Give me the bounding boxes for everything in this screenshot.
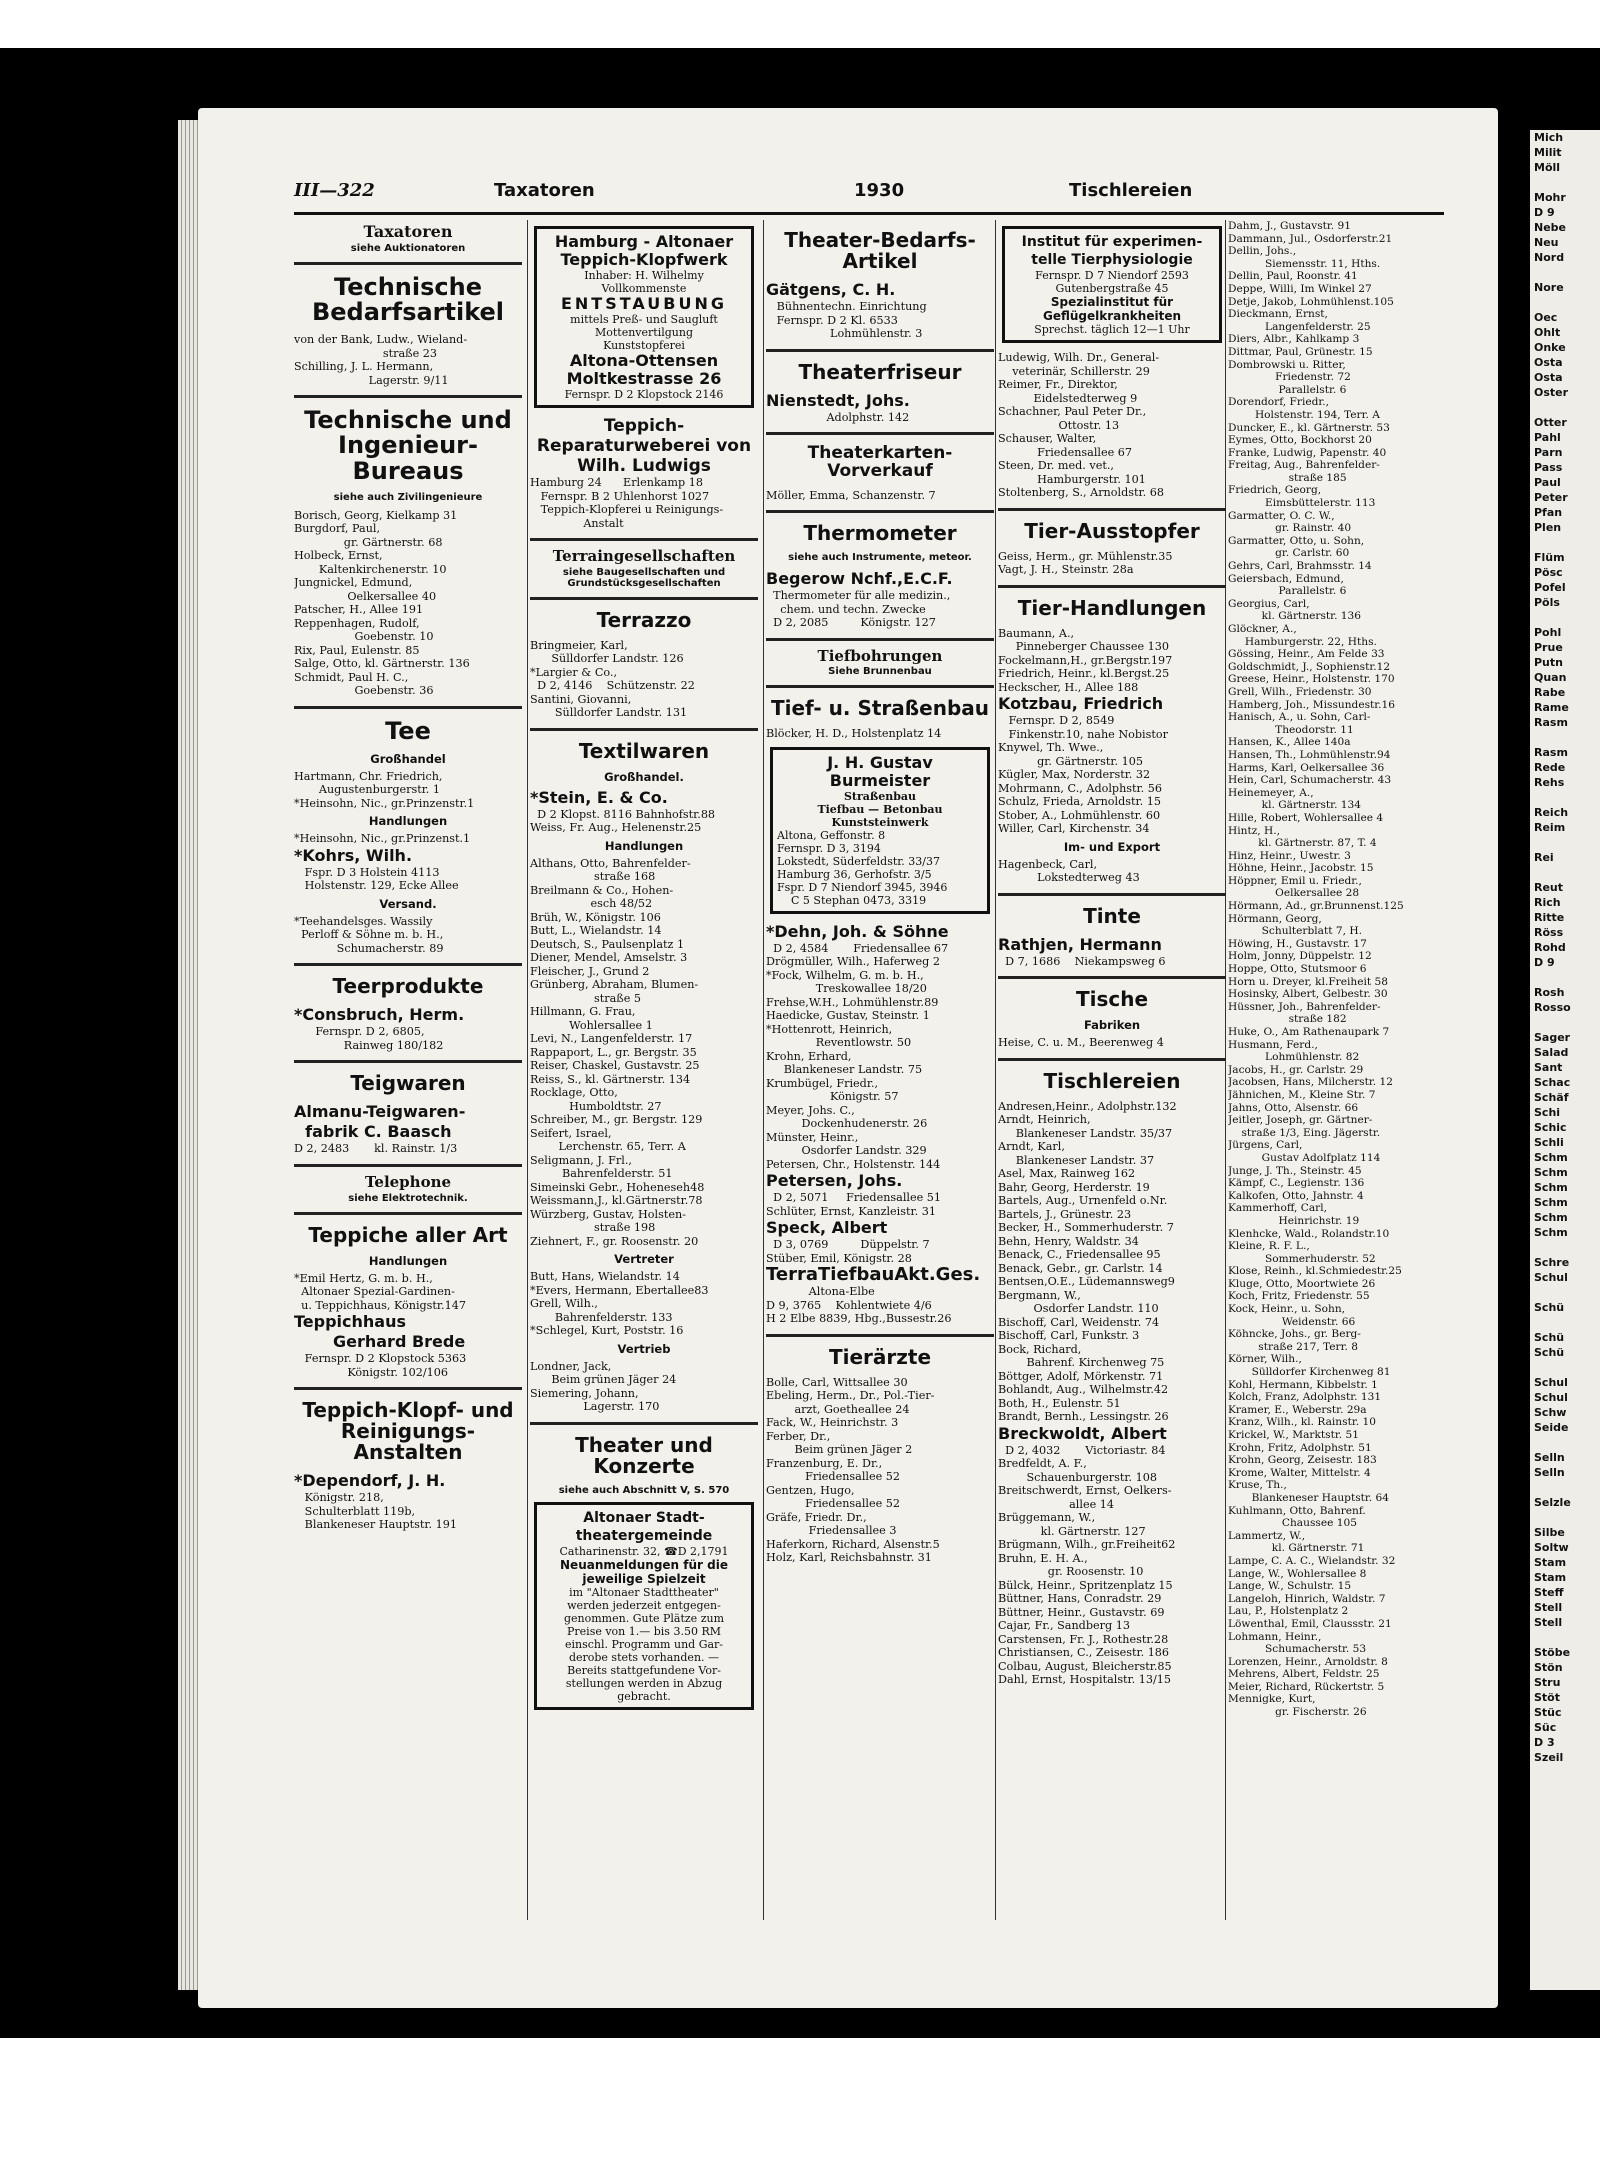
facing-page-line: Soltw	[1534, 1541, 1569, 1554]
facing-page-line	[1530, 1285, 1600, 1300]
ad-title: Neuanmeldungen für die jeweilige Spielzeit	[560, 1557, 728, 1586]
entry-list: D 2, 4584 Friedensallee 67 Drögmüller, Wilh., Haferweg 2 *Fock, Wilhelm, G. m. b. H., Treskowallee 18/20 Frehse,W.H., Lohmühlenstr.89 Haedicke, Gustav, Steinstr. 1 *Hottenrott, Heinrich, Reventlowstr. 50 Krohn, Erhard, Blankeneser Landstr. 75 Krumbügel, Friedr., Königstr. 57 Meyer, Johs. C., Dockenhudenerstr. 26 Münster, Heinr., Osdorfer Landstr. 329 Petersen, Chr., Holstenstr. 144	[766, 941, 949, 1171]
entry-list: D 2 Klopst. 8116 Bahnhofstr.88 Weiss, Fr. Aug., Helenenstr.25	[530, 807, 716, 835]
facing-page-line	[1530, 400, 1600, 415]
facing-page-line: Selln	[1534, 1451, 1565, 1464]
ad-title: ENTSTAUBUNG	[560, 294, 728, 313]
facing-page-line: Schul	[1534, 1376, 1568, 1389]
entry-list: Bringmeier, Karl, Sülldorfer Landstr. 126 *Largier & Co., D 2, 4146 Schützenstr. 22 Santini, Giovanni, Sülldorfer Landstr. 131	[530, 638, 695, 720]
column-divider	[763, 220, 764, 1920]
section-heading: Tief- u. Straßenbau	[770, 696, 990, 721]
section-heading: Tee	[385, 716, 431, 745]
facing-page-line	[1530, 610, 1600, 625]
facing-page-line	[1530, 1510, 1600, 1525]
subheading: Großhandel	[370, 751, 446, 766]
column-divider	[527, 220, 528, 1920]
featured-entry: Speck, Albert	[766, 1218, 888, 1238]
section-heading: Theaterfriseur	[798, 359, 962, 384]
facing-page-line	[1530, 1315, 1600, 1330]
advertisement-box	[770, 747, 990, 914]
cross-reference: siehe Baugesellschaften und Grundstücksgesellschaften	[562, 566, 726, 589]
featured-entry: *Dehn, Joh. & Söhne	[766, 921, 949, 941]
subheading: Fabriken	[1083, 1018, 1141, 1032]
facing-page-line: Rame	[1534, 701, 1569, 714]
entry-list: D 2, 4032 Victoriastr. 84 Bredfeldt, A. F., Schauenburgerstr. 108 Breitschwerdt, Ernst, Oelkers- allee 14 Brüggemann, W., kl. Gärtnerstr. 127 Brügmann, Wilh., gr.Freiheit62 Bruhn, E. H. A., gr. Roosenstr. 10 Bülck, Heinr., Spritzenplatz 15 Büttner, Hans, Conradstr. 29 Büttner, Heinr., Gustavstr. 69 Cajar, Fr., Sandberg 13 Carstensen, Fr. J., Rothestr.28 Christiansen, C., Zeisestr. 186 Colbau, August, Bleicherstr.85 Dahl, Ernst, Hospitalstr. 13/15	[998, 1443, 1176, 1686]
left-running-title: Taxatoren	[494, 180, 595, 201]
facing-page-line	[1530, 835, 1600, 850]
right-running-title: Tischlereien	[1069, 180, 1193, 201]
facing-page-line: Schü	[1534, 1301, 1565, 1314]
featured-entry: Breckwoldt, Albert	[998, 1423, 1167, 1443]
facing-page-line: Nebe	[1534, 221, 1567, 234]
cross-reference: Siehe Brunnenbau	[828, 666, 932, 678]
facing-page-line: Schli	[1534, 1136, 1564, 1149]
facing-page-line: Schm	[1534, 1181, 1568, 1194]
section-heading: Textilwaren	[578, 738, 710, 763]
facing-page-line	[1530, 970, 1600, 985]
entry-list: Heise, C. u. M., Beerenweg 4	[998, 1036, 1164, 1049]
ad-title: Institut für experimen- telle Tierphysiologie	[1021, 234, 1203, 268]
facing-page-line: Schm	[1534, 1196, 1568, 1209]
facing-page-fragment	[1530, 130, 1600, 1990]
subheading: Handlungen	[368, 814, 448, 829]
facing-page-line: Pösc	[1534, 566, 1563, 579]
facing-page-line: Reut	[1534, 881, 1564, 894]
facing-page-line: Nore	[1534, 281, 1564, 294]
entry-list: Hagenbeck, Carl, Lokstedterweg 43	[998, 857, 1140, 884]
featured-entry: Teppichhaus Gerhard Brede	[294, 1312, 466, 1352]
facing-page-line: Stru	[1534, 1676, 1561, 1689]
ad-title: Spezialinstitut für Geflügelkrankheiten	[1043, 295, 1181, 323]
entry-list: Baumann, A., Pinneberger Chaussee 130 Fockelmann,H., gr.Bergstr.197 Friedrich, Heinr., kl.Bergst.25 Heckscher, H., Allee 188	[998, 626, 1173, 694]
featured-entry: TerraTiefbauAkt.Ges.	[766, 1264, 981, 1286]
facing-page-line: Selln	[1534, 1466, 1565, 1479]
entry-list: Königstr. 218, Schulterblatt 119b, Blankeneser Hauptstr. 191	[304, 1491, 457, 1532]
ad-text: Straßenbau Tiefbau — Betonbau Kunststeinwerk	[817, 789, 943, 829]
facing-page-line: Nord	[1534, 251, 1565, 264]
section-heading: Theaterkarten- Vorverkauf	[807, 443, 953, 481]
facing-page-line: Mohr	[1534, 191, 1566, 204]
section-heading: Tiefbohrungen	[817, 646, 943, 665]
facing-page-line	[1530, 175, 1600, 190]
section-rule	[294, 1164, 522, 1167]
section-heading: Teigwaren	[350, 1071, 466, 1096]
cross-reference: siehe Elektrotechnik.	[348, 1192, 468, 1204]
entry-list: Ludewig, Wilh. Dr., General- veterinär, Schillerstr. 29 Reimer, Fr., Direktor, Eidelstedterweg 9 Schachner, Paul Peter Dr., Ottostr. 13 Schauser, Walter, Friedensallee 67 Steen, Dr. med. vet., Hamburgerstr. 101 Stoltenberg, S., Arnoldstr. 68	[998, 351, 1164, 499]
ad-title: Hamburg - Altonaer Teppich-Klopfwerk	[554, 232, 734, 269]
entry-list: D 2, 2483 kl. Rainstr. 1/3	[294, 1142, 458, 1156]
facing-page-line	[1530, 730, 1600, 745]
facing-page-line: Sager	[1534, 1031, 1571, 1044]
facing-page-line	[1530, 790, 1600, 805]
entry-list: Bolle, Carl, Wittsallee 30 Ebeling, Herm., Dr., Pol.-Tier- arzt, Goetheallee 24 Fack, W., Heinrichstr. 3 Ferber, Dr., Beim grünen Jäger 2 Franzenburg, E. Dr., Friedensallee 52 Gentzen, Hugo, Friedensallee 52 Gräfe, Friedr. Dr., Friedensallee 3 Haferkorn, Richard, Alsenstr.5 Holz, Karl, Reichsbahnstr. 31	[766, 1375, 940, 1565]
facing-page-line: Rede	[1534, 761, 1566, 774]
facing-page-line: Schul	[1534, 1271, 1568, 1284]
facing-page-line: Rosso	[1534, 1001, 1571, 1014]
entry-list: Möller, Emma, Schanzenstr. 7	[766, 488, 936, 502]
entry-list: *Teehandelsges. Wassily Perloff & Söhne m. b. H., Schumacherstr. 89	[294, 914, 444, 955]
facing-page-line: Rei	[1534, 851, 1554, 864]
entry-list: Altona-Elbe D 9, 3765 Kohlentwiete 4/6 H 2 Elbe 8839, Hbg.,Bussestr.26	[766, 1285, 952, 1326]
entry-list: Andresen,Heinr., Adolphstr.132 Arndt, Heinrich, Blankeneser Landstr. 35/37 Arndt, Karl, Blankeneser Landstr. 37 Asel, Max, Rainweg 162 Bahr, Georg, Herderstr. 19 Bartels, Aug., Urnenfeld o.Nr. Bartels, J., Grünestr. 23 Becker, H., Sommerhuderstr. 7 Behn, Henry, Waldstr. 34 Benack, C., Friedensallee 95 Benack, Gebr., gr. Carlstr. 14 Bentsen,O.E., Lüdemannsweg9 Bergmann, W., Osdorfer Landstr. 110 Bischoff, Carl, Weidenstr. 74 Bischoff, Carl, Funkstr. 3 Bock, Richard, Bahrenf. Kirchenweg 75 Böttger, Adolf, Mörkenstr. 71 Bohlandt, Aug., Wilhelmstr.42 Both, H., Eulenstr. 51 Brandt, Bernh., Lessingstr. 26	[998, 1099, 1177, 1423]
section-rule	[998, 893, 1226, 896]
subheading: Handlungen	[604, 838, 684, 853]
featured-entry: *Dependorf, J. H.	[294, 1471, 446, 1491]
entry-list: Geiss, Herm., gr. Mühlenstr.35 Vagt, J. H., Steinstr. 28a	[998, 549, 1173, 576]
section-rule	[766, 510, 994, 513]
facing-page-line: Stell	[1534, 1601, 1563, 1614]
column-4	[998, 220, 1226, 1920]
section-rule	[998, 976, 1226, 979]
column-5	[1228, 220, 1444, 1920]
entry-list: D 3, 0769 Düppelstr. 7 Stüber, Emil, Königstr. 28	[766, 1238, 930, 1265]
page-number: III—322	[294, 180, 375, 201]
facing-page-line	[1530, 1240, 1600, 1255]
facing-page-line	[1530, 295, 1600, 310]
section-heading: Teerprodukte	[332, 974, 484, 999]
ad-title: J. H. Gustav Burmeister	[827, 752, 933, 790]
facing-page-line: D 9	[1534, 956, 1555, 969]
facing-page-line: Reim	[1534, 821, 1566, 834]
cross-reference: siehe Auktionatoren	[350, 242, 466, 254]
facing-page-line: Schm	[1534, 1226, 1568, 1239]
entry-list: *Heinsohn, Nic., gr.Prinzenst.1	[294, 832, 471, 846]
facing-page-line	[1530, 1360, 1600, 1375]
facing-page-line: Schi	[1534, 1106, 1561, 1119]
section-rule	[294, 963, 522, 966]
section-rule	[294, 395, 522, 398]
section-heading: Telephone	[364, 1172, 452, 1191]
entry-list: Fernspr. D 2 Klopstock 5363 Königstr. 102/106	[304, 1352, 467, 1379]
ad-text: im "Altonaer Stadttheater" werden jederzeit entgegen- genommen. Gute Plätze zum Preise von 1.— bis 3.50 RM einschl. Programm und Gar- derobe stets vorhanden. — Bereits stattgefundene Vor- stellungen werden in Abzug gebracht.	[563, 1585, 724, 1703]
facing-page-line: Osta	[1534, 371, 1563, 384]
ad-text: Fernspr. D 7 Niendorf 2593 Gutenbergstraße 45	[1035, 269, 1189, 295]
facing-page-line	[1530, 865, 1600, 880]
ad-text: Sprechst. täglich 12—1 Uhr	[1034, 323, 1190, 336]
ad-text: Inhaber: H. Wilhelmy Vollkommenste	[584, 269, 704, 295]
section-rule	[998, 508, 1226, 511]
facing-page-line: Putn	[1534, 656, 1563, 669]
facing-page-line: Otter	[1534, 416, 1567, 429]
facing-page-line: Stöbe	[1534, 1646, 1571, 1659]
entry-list: Hartmann, Chr. Friedrich, Augustenburgerstr. 1 *Heinsohn, Nic., gr.Prinzenstr.1	[294, 769, 475, 810]
section-heading: Technische und Ingenieur-Bureaus	[304, 406, 512, 485]
subheading: Handlungen	[368, 1253, 448, 1268]
facing-page-line: Parn	[1534, 446, 1563, 459]
facing-page-line: Osta	[1534, 356, 1563, 369]
facing-page-line	[1530, 1015, 1600, 1030]
facing-page-line: Pass	[1534, 461, 1563, 474]
facing-page-line: Plen	[1534, 521, 1562, 534]
section-heading: Tierärzte	[828, 1344, 932, 1369]
facing-page-line: Schäf	[1534, 1091, 1569, 1104]
section-heading: Tischlereien	[1043, 1068, 1181, 1093]
facing-page-line: Schü	[1534, 1331, 1565, 1344]
ad-title: Altona-Ottensen Moltkestrasse 26	[566, 351, 722, 388]
facing-page-line: Steff	[1534, 1586, 1564, 1599]
ad-text: Altona, Geffonstr. 8 Fernspr. D 3, 3194 Lokstedt, Süderfeldstr. 33/37 Hamburg 36, Gerhofstr. 3/5 Fspr. D 7 Niendorf 3945, 3946 C 5 Stephan 0473, 3319	[777, 828, 948, 907]
page-edge	[178, 120, 200, 1990]
section-heading: Theater-Bedarfs- Artikel	[784, 228, 976, 273]
facing-page-line: Paul	[1534, 476, 1561, 489]
featured-entry: Almanu-Teigwaren- fabrik C. Baasch	[294, 1102, 466, 1142]
bleed-through-label: Bleed Through	[78, 800, 138, 1180]
entry-list: Thermometer für alle medizin., chem. und techn. Zwecke D 2, 2085 Königstr. 127	[773, 589, 951, 630]
year: 1930	[854, 180, 905, 201]
facing-page-line: Mich	[1534, 131, 1564, 144]
facing-page-line: Schm	[1534, 1166, 1568, 1179]
facing-page-line: Schm	[1534, 1211, 1568, 1224]
facing-page-line: Rasm	[1534, 746, 1568, 759]
section-heading: Terrazzo	[596, 607, 692, 632]
section-rule	[294, 706, 522, 709]
entry-list: Borisch, Georg, Kielkamp 31 Burgdorf, Paul, gr. Gärtnerstr. 68 Holbeck, Ernst, Kaltenkirchenerstr. 10 Jungnickel, Edmund, Oelkersallee 40 Patscher, H., Allee 191 Reppenhagen, Rudolf, Goebenstr. 10 Rix, Paul, Eulenstr. 85 Salge, Otto, kl. Gärtnerstr. 136 Schmidt, Paul H. C., Goebenstr. 36	[294, 508, 470, 698]
facing-page-line: Rabe	[1534, 686, 1566, 699]
section-heading: Taxatoren	[363, 222, 453, 241]
subheading: Großhandel.	[604, 769, 684, 784]
entry-list: D 2, 5071 Friedensallee 51 Schlüter, Ernst, Kanzleistr. 31	[766, 1191, 942, 1218]
facing-page-line: Rasm	[1534, 716, 1568, 729]
entry-list: Londner, Jack, Beim grünen Jäger 24 Siemering, Johann, Lagerstr. 170	[530, 1359, 677, 1414]
facing-page-line: Schü	[1534, 1346, 1565, 1359]
section-rule	[530, 538, 758, 541]
section-heading: Tinte	[1083, 903, 1141, 928]
entry-list: Fspr. D 3 Holstein 4113 Holstenstr. 129, Ecke Allee	[304, 865, 459, 893]
page-header	[294, 180, 1444, 210]
section-rule	[766, 638, 994, 641]
featured-entry: Nienstedt, Johs.	[766, 390, 910, 410]
facing-page-line	[1530, 1480, 1600, 1495]
facing-page-line: Pohl	[1534, 626, 1562, 639]
facing-page-line: Peter	[1534, 491, 1568, 504]
facing-page-line: Stam	[1534, 1556, 1567, 1569]
facing-page-line: Sant	[1534, 1061, 1563, 1074]
section-rule	[766, 685, 994, 688]
featured-entry: *Stein, E. & Co.	[530, 787, 668, 807]
facing-page-line: Flüm	[1534, 551, 1565, 564]
facing-page-line: Schul	[1534, 1391, 1568, 1404]
facing-page-line: Stöt	[1534, 1691, 1560, 1704]
section-rule	[766, 349, 994, 352]
facing-page-line: Möll	[1534, 161, 1561, 174]
featured-entry: Petersen, Johs.	[766, 1171, 903, 1191]
featured-entry: Gätgens, C. H.	[766, 280, 896, 299]
section-rule	[294, 262, 522, 265]
cross-reference: siehe auch Instrumente, meteor.	[788, 552, 972, 564]
facing-page-line: Prue	[1534, 641, 1563, 654]
featured-entry: Kotzbau, Friedrich	[998, 694, 1164, 713]
featured-entry: Rathjen, Hermann	[998, 934, 1162, 954]
section-rule	[998, 1058, 1226, 1061]
section-rule	[766, 432, 994, 435]
entry-list: Bühnentechn. Einrichtung Fernspr. D 2 Kl. 6533 Lohmühlenstr. 3	[776, 300, 927, 340]
facing-page-line: Selzle	[1534, 1496, 1571, 1509]
section-rule	[294, 1387, 522, 1390]
facing-page-line: Pahl	[1534, 431, 1561, 444]
subheading: Vertreter	[614, 1252, 674, 1267]
facing-page-line: Oster	[1534, 386, 1569, 399]
section-rule	[530, 1422, 758, 1425]
section-rule	[530, 597, 758, 600]
facing-page-line: Milit	[1534, 146, 1562, 159]
section-heading: Theater und Konzerte	[575, 1432, 713, 1478]
advertisement-box	[534, 226, 754, 408]
section-rule	[294, 1060, 522, 1063]
facing-page-line: Rehs	[1534, 776, 1565, 789]
facing-page-line	[1530, 535, 1600, 550]
section-heading: Tier-Handlungen	[1017, 595, 1207, 620]
facing-page-line: Onke	[1534, 341, 1566, 354]
facing-page-line: Oec	[1534, 311, 1558, 324]
column-3	[766, 220, 994, 1920]
section-heading: Tische	[1075, 987, 1149, 1011]
spine-shadow	[1498, 110, 1530, 1990]
section-rule	[998, 585, 1226, 588]
entry-list: Dahm, J., Gustavstr. 91 Dammann, Jul., Osdorferstr.21 Dellin, Johs., Siemensstr. 11, Hths. Dellin, Paul, Roonstr. 41 Deppe, Willi, Im Winkel 27 Detje, Jakob, Lohmühlenst.105 Dieckmann, Ernst, Langenfelderstr. 25 Diers, Albr., Kahlkamp 3 Dittmar, Paul, Grünestr. 15 Dombrowski u. Ritter, Friedenstr. 72 Parallelstr. 6 Dorendorf, Friedr., Holstenstr. 194, Terr. A Duncker, E., kl. Gärtnerstr. 53 Eymes, Otto, Bockhorst 20 Franke, Ludwig, Papenstr. 40 Freitag, Aug., Bahrenfelder- straße 185 Friedrich, Georg, Eimsbüttelerstr. 113 Garmatter, O. C. W., gr. Rainstr. 40 Garmatter, Otto, u. Sohn, gr. Carlstr. 60 Gehrs, Carl, Brahmsstr. 14 Geiersbach, Edmund, Parallelstr. 6 Georgius, Carl, kl. Gärtnerstr. 136 Glöckner, A., Hamburgerstr. 22, Hths. Gössing, Heinr., Am Felde 33 Goldschmidt, J., Sophienstr.12 Greese, Heinr., Holstenstr. 170 Grell, Wilh., Friedenstr. 30 Hamberg, Joh., Missundestr.16 Hanisch, A., u. Sohn, Carl- Theodorstr. 11 Hansen, K., Allee 140a Hansen, Th., Lohmühlenstr.94 Harms, Karl, Oelkersallee 36 Hein, Carl, Schumacherstr. 43 Heinemeyer, A., kl. Gärtnerstr. 134 Hille, Robert, Wohlersallee 4 Hintz, H., kl. Gärtnerstr. 87, T. 4 Hinz, Heinr., Uwestr. 3 Höhne, Heinr., Jacobstr. 15 Höppner, Emil u. Friedr., Oelkersallee 28 Hörmann, Ad., gr.Brunnenst.125 Hörmann, Georg, Schulterblatt 7, H. Höwing, H., Gustavstr. 17 Holm, Jonny, Düppelstr. 12 Hoppe, Otto, Stutsmoor 6 Horn u. Dreyer, kl.Freiheit 58 Hosinsky, Albert, Gelbestr. 30 Hüssner, Joh., Bahrenfelder- straße 182 Huke, O., Am Rathenaupark 7 Husmann, Ferd., Lohmühlenstr. 82 Jacobs, H., gr. Carlstr. 29 Jacobsen, Hans, Milcherstr. 12 Jähnichen, M., Kleine Str. 7 Jahns, Otto, Alsenstr. 66 Jeitler, Joseph, gr. Gärtner- straße 1/3, Eing. Jägerstr. Jürgens, Carl, Gustav Adolfplatz 114 Junge, J. Th., Steinstr. 45 Kämpf, C., Legienstr. 136 Kalkofen, Otto, Jahnstr. 4 Kammerhoff, Carl, Heinrichstr. 19 Klenhcke, Wald., Rolandstr.10 Kleine, R. F. L., Sommerhuderstr. 52 Klose, Reinh., kl.Schmiedestr.25 Kluge, Otto, Moortwiete 26 Koch, Fritz, Friedenstr. 55 Kock, Heinr., u. Sohn, Weidenstr. 66 Köhncke, Johs., gr. Berg- straße 217, Terr. 8 Körner, Wilh., Sülldorfer Kirchenweg 81 Kohl, Hermann, Kibbelstr. 1 Kolch, Franz, Adolphstr. 131 Kramer, E., Weberstr. 29a Kranz, Wilh., kl. Rainstr. 10 Krickel, W., Marktstr. 51 Krohn, Fritz, Adolphstr. 51 Krohn, Georg, Zeisestr. 183 Krome, Walter, Mittelstr. 4 Kruse, Th., Blankeneser Hauptstr. 64 Kuhlmann, Otto, Bahrenf. Chaussee 105 Lammertz, W., kl. Gärtnerstr. 71 Lampe, C. A. C., Wielandstr. 32 Lange, W., Wohlersallee 8 Lange, W., Schulstr. 15 Langeloh, Hinrich, Waldstr. 7 Lau, P., Holstenplatz 2 Löwenthal, Emil, Claussstr. 21 Lohmann, Heinr., Schumacherstr. 53 Lorenzen, Heinr., Arnoldstr. 8 Mehrens, Albert, Feldstr. 25 Meier, Richard, Rückertstr. 5 Mennigke, Kurt, gr. Fischerstr. 26	[1228, 220, 1404, 1719]
facing-page-line: Schre	[1534, 1256, 1570, 1269]
entry-list: von der Bank, Ludw., Wieland- straße 23 Schilling, J. L. Hermann, Lagerstr. 9/11	[294, 333, 468, 387]
subheading: Im- und Export	[1063, 839, 1161, 854]
facing-page-line: Pofel	[1534, 581, 1566, 594]
facing-page-line: D 9	[1534, 206, 1555, 219]
section-rule	[294, 1212, 522, 1215]
featured-entry: Begerow Nchf.,E.C.F.	[766, 569, 953, 589]
column-divider	[995, 220, 996, 1920]
entry-list: Hamburg 24 Erlenkamp 18 Fernspr. B 2 Uhlenhorst 1027 Teppich-Klopferei u Reinigungs- Anstalt	[530, 476, 724, 530]
facing-page-line: D 3	[1534, 1736, 1555, 1749]
featured-entry: *Consbruch, Herm.	[294, 1005, 465, 1025]
subheading: Vertrieb	[617, 1341, 671, 1356]
subheading: Versand.	[379, 896, 437, 911]
facing-page-line: Ohlt	[1534, 326, 1561, 339]
column-1	[294, 220, 522, 1920]
facing-page-line: Reich	[1534, 806, 1569, 819]
facing-page-line: Pfan	[1534, 506, 1563, 519]
ad-text: Fernspr. D 2 Klopstock 2146	[564, 388, 724, 401]
facing-page-line: Seide	[1534, 1421, 1569, 1434]
column-2	[530, 220, 758, 1920]
section-heading: Terraingesellschaften	[552, 547, 736, 565]
section-heading: Tier-Ausstopfer	[1024, 518, 1200, 543]
section-heading: Teppiche aller Art	[308, 1222, 508, 1247]
facing-page-line: Stell	[1534, 1616, 1563, 1629]
entry-list: Blöcker, H. D., Holstenplatz 14	[766, 727, 942, 741]
facing-page-line: Pöls	[1534, 596, 1560, 609]
section-rule	[766, 1334, 994, 1337]
facing-page-line: Schw	[1534, 1406, 1567, 1419]
entry-list: Fernspr. D 2, 8549 Finkenstr.10, nahe Nobistor Knywel, Th. Wwe., gr. Gärtnerstr. 105 Kügler, Max, Norderstr. 32 Mohrmann, C., Adolphstr. 56 Schulz, Frieda, Arnoldstr. 15 Stober, A., Lohmühlenstr. 60 Willer, Carl, Kirchenstr. 34	[998, 714, 1168, 835]
entry-list: Butt, Hans, Wielandstr. 14 *Evers, Hermann, Ebertallee83 Grell, Wilh., Bahrenfelderstr. 133 *Schlegel, Kurt, Poststr. 16	[530, 1270, 709, 1338]
entry-list: Adolphstr. 142	[766, 410, 910, 424]
repaired-document-label: Repaired Document	[20, 1302, 66, 1700]
section-heading: Technische Bedarfsartikel	[311, 272, 505, 326]
facing-page-line	[1530, 1630, 1600, 1645]
entry-list: Althans, Otto, Bahrenfelder- straße 168 Breilmann & Co., Hohen- esch 48/52 Brüh, W., Königstr. 106 Butt, L., Wielandstr. 14 Deutsch, S., Paulsenplatz 1 Diener, Mendel, Amselstr. 3 Fleischer, J., Grund 2 Grünberg, Abraham, Blumen- straße 5 Hillmann, G. Frau, Wohlersallee 1 Levi, N., Langenfelderstr. 17 Rappaport, L., gr. Bergstr. 35 Reiser, Chaskel, Gustavstr. 25 Reiss, S., kl. Gärtnerstr. 134 Rocklage, Otto, Humboldtstr. 27 Schreiber, M., gr. Bergstr. 129 Seifert, Israel, Lerchenstr. 65, Terr. A Seligmann, J. Frl., Bahrenfelderstr. 51 Simeinski Gebr., Hoheneseh48 Weissmann,J., kl.Gärtnerstr.78 Würzberg, Gustav, Holsten- straße 198 Ziehnert, F., gr. Roosenstr. 20	[530, 856, 705, 1248]
facing-page-line: Schac	[1534, 1076, 1571, 1089]
featured-entry: Teppich- Reparaturweberei von Wilh. Ludwigs	[536, 416, 752, 476]
section-heading: Thermometer	[803, 521, 957, 546]
facing-page-line: Neu	[1534, 236, 1559, 249]
facing-page-line: Stüc	[1534, 1706, 1562, 1719]
entry-list: *Emil Hertz, G. m. b. H., Altonaer Spezial-Gardinen- u. Teppichhaus, Königstr.147	[294, 1271, 466, 1312]
facing-page-line: Quan	[1534, 671, 1567, 684]
ad-text: mittels Preß- und Saugluft Mottenvertilgung Kunststopferei	[570, 313, 718, 352]
advertisement-box	[1002, 226, 1222, 343]
cross-reference: siehe auch Abschnitt V, S. 570	[558, 1484, 730, 1496]
entry-list: Fernspr. D 2, 6805, Rainweg 180/182	[315, 1025, 444, 1052]
facing-page-line: Rosh	[1534, 986, 1565, 999]
facing-page-line: Rohd	[1534, 941, 1566, 954]
facing-page-line: Rich	[1534, 896, 1561, 909]
facing-page-line	[1530, 1435, 1600, 1450]
facing-page-line: Silbe	[1534, 1526, 1565, 1539]
facing-page-line: Ritte	[1534, 911, 1565, 924]
ad-text: Catharinenstr. 32, ☎D 2,1791	[559, 1544, 729, 1558]
facing-page-line: Salad	[1534, 1046, 1569, 1059]
section-heading: Teppich-Klopf- und Reinigungs-Anstalten	[302, 1398, 514, 1465]
facing-page-line: Schm	[1534, 1151, 1568, 1164]
header-rule	[294, 212, 1444, 215]
facing-page-line	[1530, 265, 1600, 280]
facing-page-line: Röss	[1534, 926, 1564, 939]
ad-title: Altonaer Stadt- theatergemeinde	[575, 1509, 713, 1544]
section-rule	[530, 728, 758, 731]
facing-page-line: Stam	[1534, 1571, 1567, 1584]
facing-page-line: Süc	[1534, 1721, 1557, 1734]
advertisement-box	[534, 1502, 754, 1710]
facing-page-line: Stön	[1534, 1661, 1563, 1674]
entry-list: D 7, 1686 Niekampsweg 6	[998, 954, 1166, 968]
cross-reference: siehe auch Zivilingenieure	[333, 491, 483, 503]
facing-page-line: Schic	[1534, 1121, 1567, 1134]
plastic-covered-label: Plastic Covered Document	[104, 1303, 139, 1700]
directory-page	[198, 108, 1498, 2008]
facing-page-line: Szeil	[1534, 1751, 1564, 1764]
featured-entry: *Kohrs, Wilh.	[294, 845, 413, 865]
